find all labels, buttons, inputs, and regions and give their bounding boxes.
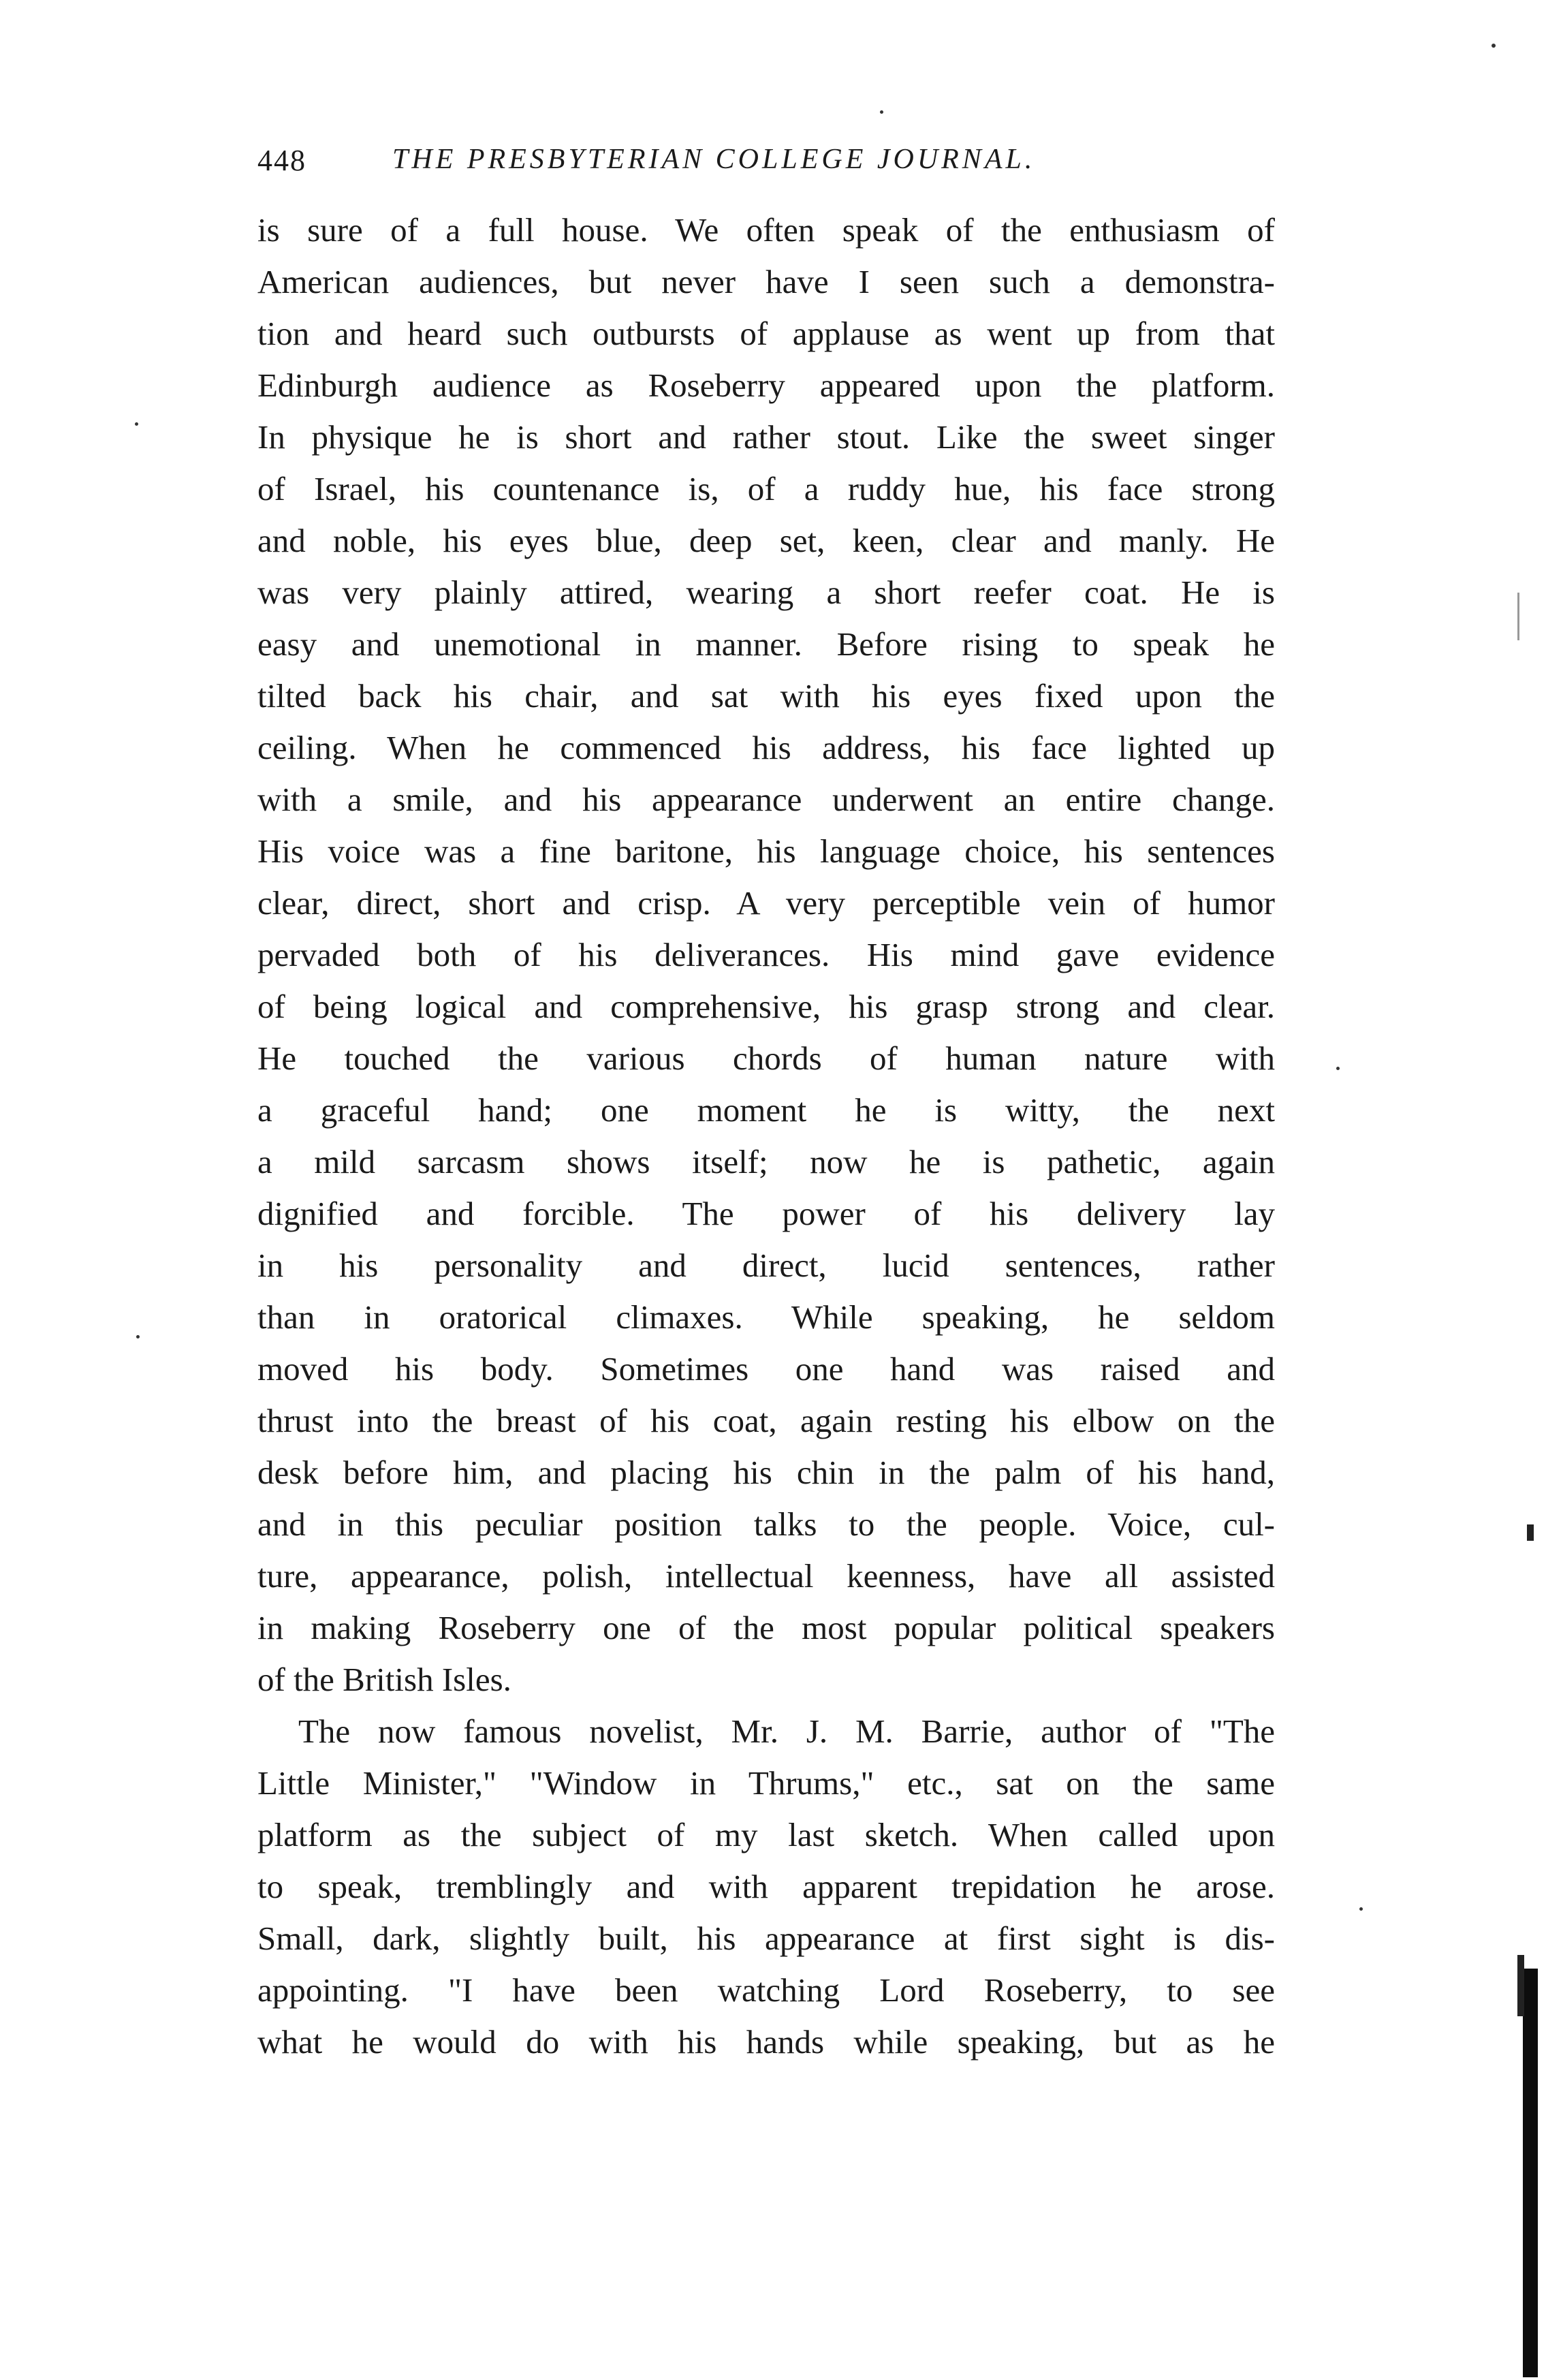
scan-speck [1336, 1067, 1340, 1070]
text-line: of the British Isles. [257, 1661, 511, 1698]
text-line: tilted back his chair, and sat with his eyes fixed upon the [257, 677, 1275, 715]
scan-speck [1359, 1907, 1363, 1911]
text-line: than in oratorical climaxes. While speaking, he seldom [257, 1298, 1275, 1336]
text-line: to speak, tremblingly and with apparent trepidation he arose. [257, 1868, 1275, 1905]
text-line: in his personality and direct, lucid sentences, rather [257, 1247, 1275, 1284]
text-line: ceiling. When he commenced his address, his face lighted up [257, 729, 1275, 766]
scan-edge-mark [1517, 593, 1519, 640]
text-line: Little Minister," "Window in Thrums," etc., sat on the same [257, 1764, 1275, 1802]
scan-edge-bar [1523, 1969, 1538, 2377]
text-line: The now famous novelist, Mr. J. M. Barrie, author of "The [298, 1712, 1275, 1750]
text-line: desk before him, and placing his chin in the palm of his hand, [257, 1454, 1275, 1491]
text-line: and in this peculiar position talks to the people. Voice, cul- [257, 1505, 1275, 1543]
body-text [257, 204, 1275, 2068]
text-line: what he would do with his hands while speaking, but as he [257, 2023, 1275, 2061]
text-line: moved his body. Sometimes one hand was raised and [257, 1350, 1275, 1388]
page-number: 448 [257, 144, 306, 177]
scan-speck [135, 422, 138, 426]
text-line: a mild sarcasm shows itself; now he is pathetic, again [257, 1143, 1275, 1180]
text-line: of Israel, his countenance is, of a ruddy hue, his face strong [257, 470, 1275, 507]
text-line: with a smile, and his appearance underwent an entire change. [257, 781, 1275, 818]
text-line: In physique he is short and rather stout. Like the sweet singer [257, 418, 1275, 456]
text-line: He touched the various chords of human nature with [257, 1039, 1275, 1077]
text-line: Small, dark, slightly built, his appearance at first sight is dis- [257, 1920, 1275, 1957]
text-line: platform as the subject of my last sketch. When called upon [257, 1816, 1275, 1853]
scan-speck [880, 110, 883, 114]
scan-speck [1492, 44, 1496, 48]
text-line: and noble, his eyes blue, deep set, keen, clear and manly. He [257, 522, 1275, 559]
scan-speck [136, 1335, 140, 1338]
text-line: pervaded both of his deliverances. His mind gave evidence [257, 936, 1275, 973]
scan-edge-mark [1517, 1955, 1524, 2016]
running-title: THE PRESBYTERIAN COLLEGE JOURNAL. [392, 144, 1036, 175]
text-line: easy and unemotional in manner. Before rising to speak he [257, 625, 1275, 663]
text-line: thrust into the breast of his coat, again resting his elbow on the [257, 1402, 1275, 1439]
text-line: clear, direct, short and crisp. A very perceptible vein of humor [257, 884, 1275, 922]
paragraph [257, 204, 1275, 1706]
text-line: was very plainly attired, wearing a short reefer coat. He is [257, 574, 1275, 611]
text-line: His voice was a fine baritone, his language choice, his sentences [257, 832, 1275, 870]
page-header [257, 143, 1279, 191]
text-line: appointing. "I have been watching Lord Roseberry, to see [257, 1971, 1275, 2009]
text-line: is sure of a full house. We often speak of the enthusiasm of [257, 211, 1275, 249]
text-line: a graceful hand; one moment he is witty, the next [257, 1091, 1275, 1129]
text-line: tion and heard such outbursts of applause as went up from that [257, 315, 1275, 352]
text-line: of being logical and comprehensive, his grasp strong and clear. [257, 988, 1275, 1025]
text-line: American audiences, but never have I seen such a demonstra- [257, 263, 1275, 300]
paragraph [257, 1706, 1275, 2068]
scan-edge-mark [1527, 1524, 1534, 1541]
text-line: Edinburgh audience as Roseberry appeared upon the platform. [257, 366, 1275, 404]
text-line: dignified and forcible. The power of his delivery lay [257, 1195, 1275, 1232]
text-line: ture, appearance, polish, intellectual keenness, have all assisted [257, 1557, 1275, 1595]
text-line: in making Roseberry one of the most popular political speakers [257, 1609, 1275, 1646]
